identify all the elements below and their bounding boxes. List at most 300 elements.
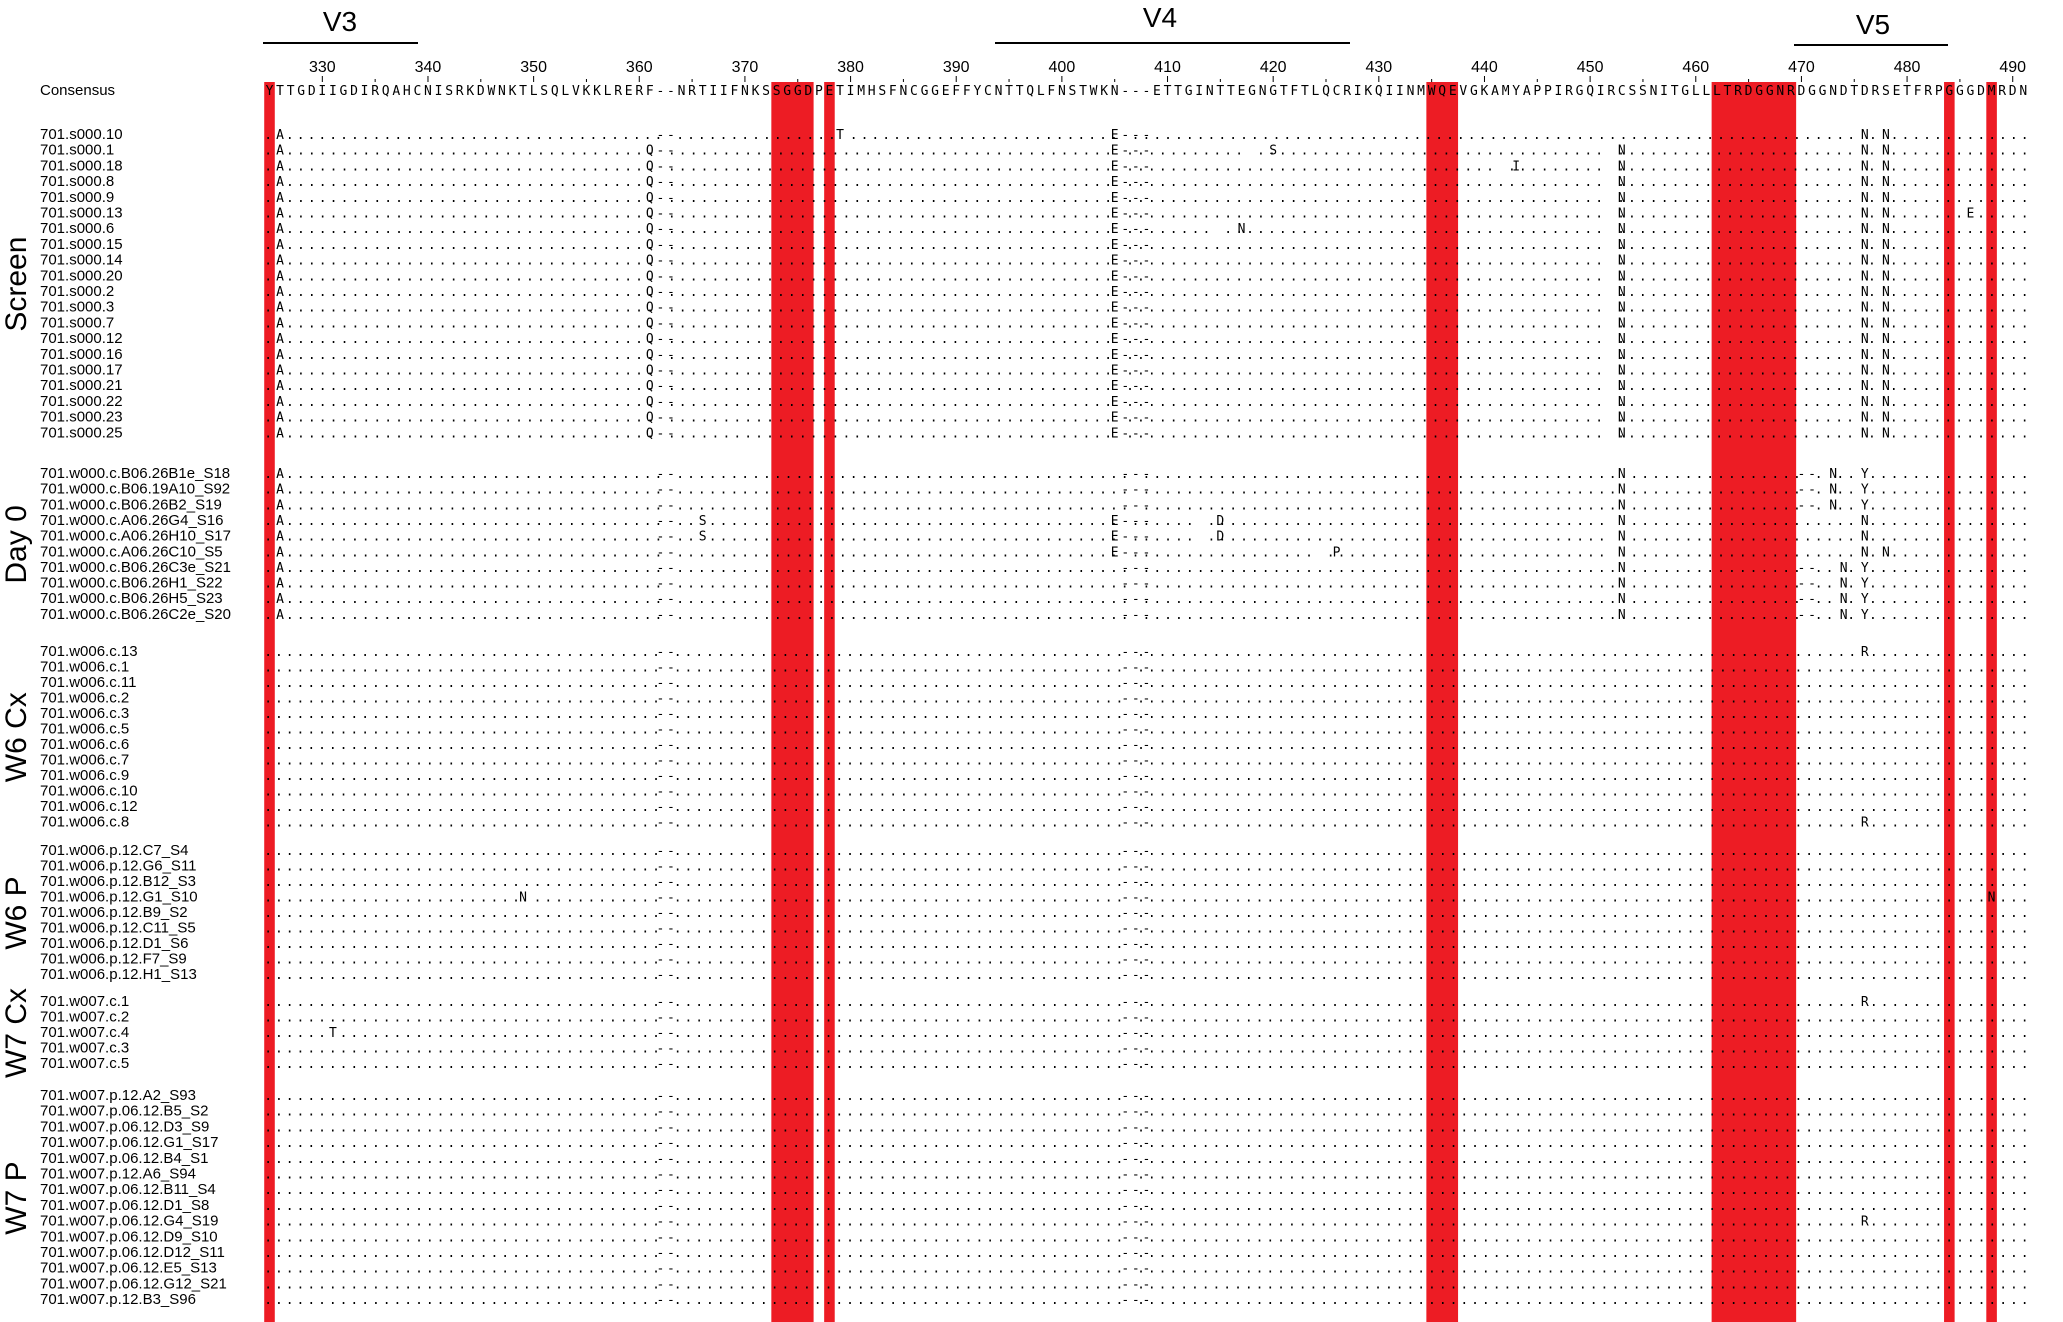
gap-residue: - [1131,769,1140,784]
substituted-residue: N [1882,316,1890,332]
gap-residue: - [1121,190,1130,206]
gap-residue: - [656,560,665,576]
gap-residue: - [1121,1230,1130,1246]
sequence-name: 701.w000.c.A06.26C10_S5 [40,543,223,561]
gap-residue: - [1131,498,1140,514]
gap-residue: - [667,560,675,576]
gap-residue: - [1121,676,1130,691]
alignment-row [40,798,2029,815]
gap-residue: - [656,467,665,482]
alignment-row [40,842,2029,859]
alignment-row [40,606,2029,623]
consensus-residue: T [1850,84,1859,99]
consensus-residue: I [318,84,327,99]
gap-residue: - [1142,815,1151,831]
sequence-name: 701.w000.c.B06.26B2_S19 [40,496,222,514]
gap-residue: - [667,1214,675,1230]
substituted-residue: A [276,363,284,379]
gap-residue: - [1131,1089,1140,1104]
ruler-label-350: 350 [520,59,547,76]
identity-dots: ..................................... .......................................... ................................................................................... [264,769,2029,784]
gap-residue: - [667,592,675,608]
alignment-row [40,528,2029,545]
gap-residue: - [1121,175,1130,191]
consensus-residue: G [339,84,348,99]
consensus-residue: R [1607,84,1616,99]
gap-residue: - [656,513,665,529]
gap-residue: - [1142,1057,1151,1072]
gap-residue: - [1121,143,1130,159]
consensus-residue: N [1406,84,1415,99]
gap-residue: - [1142,545,1151,561]
substituted-residue: Q [645,190,654,206]
alignment-row [40,1244,2029,1261]
gap-residue: - [667,545,675,561]
substituted-residue: N [1617,363,1626,379]
gap-residue: - [656,300,665,316]
substituted-residue: N [1860,128,1869,143]
sequence-name: 701.w007.p.06.12.B11_S4 [40,1181,216,1199]
substituted-residue: A [276,498,284,514]
consensus-residue: F [1290,84,1299,99]
gap-residue: - [1121,1041,1130,1057]
gap-residue: - [656,1214,665,1230]
consensus-residue: S [762,84,770,99]
substituted-residue: E [1110,128,1119,143]
gap-residue: - [1121,529,1130,545]
gap-residue: - [667,1183,675,1199]
consensus-residue: R [635,84,644,99]
gap-residue: - [1121,222,1130,238]
alignment-row [40,904,2029,921]
substituted-residue: Y [1860,467,1869,482]
sequence-name: 701.w000.c.A06.26H10_S17 [40,527,231,545]
gap-residue: - [1121,1151,1130,1167]
consensus-residue: G [1945,84,1954,99]
gap-residue: - [667,426,675,442]
gap-residue: - [1131,1041,1140,1057]
consensus-residue: K [1480,84,1489,99]
alignment-row [40,173,2029,190]
identity-dots: ..................................... .......................................... ................................................................................... [264,952,2029,968]
consensus-residue: M [1987,84,1996,99]
gap-residue: - [656,1057,665,1072]
sequence-name: 701.w006.c.11 [40,674,137,691]
consensus-residue: G [1818,84,1827,99]
gap-residue: - [656,815,665,831]
substituted-residue: N [1829,498,1838,514]
gap-residue: - [1121,607,1130,623]
consensus-residue: T [836,84,844,99]
gap-residue: - [1121,159,1130,175]
consensus-residue: M [1501,84,1510,99]
substituted-residue: N [1617,190,1626,206]
gap-residue: - [656,253,665,269]
alignment-row [40,736,2029,753]
sequence-name: 701.s000.12 [40,330,123,348]
consensus-residue: L [561,84,570,99]
gap-residue: - [1142,222,1151,238]
alignment-row [40,377,2029,394]
gap-residue: - [656,769,665,784]
identity-dots: . ................................... .. ...................................... ...... ..................................... ...................... ............... [264,513,2029,529]
substituted-residue: N [1860,545,1869,561]
alignment-row [40,236,2029,253]
gap-residue: - [656,890,665,906]
v5-region-label: V5 [1855,9,1891,40]
substituted-residue: Y [1860,607,1869,623]
gap-residue: - [667,1151,675,1167]
gap-residue: - [1131,1293,1140,1309]
gap-residue: - [1142,269,1151,285]
alignment-row [40,873,2029,890]
consensus-residue: C [910,84,918,99]
gap-residue: - [1142,921,1151,937]
gap-residue: - [1142,1041,1151,1057]
gap-residue: - [1121,467,1130,482]
identity-dots: ..................................... .......................................... ................................................................................... [264,1230,2029,1246]
substituted-residue: A [276,175,284,191]
gap-residue: - [667,738,675,753]
gap-residue: - [1142,379,1151,395]
gap-residue: - [1142,253,1151,269]
substituted-residue: N [1882,332,1890,348]
identity-dots: ..................................... .......................................... ................................................................................... [264,1246,2029,1261]
substituted-residue: Q [645,237,654,253]
gap-residue: - [1142,363,1151,379]
gap-residue: - [1121,1246,1130,1261]
consensus-residue: F [952,84,961,99]
consensus-residue: T [1903,84,1911,99]
consensus-residue: L [1311,84,1320,99]
gap-residue: - [1131,175,1140,191]
alignment-row [40,1024,2029,1041]
substituted-residue: N [1882,190,1890,206]
ruler-label-400: 400 [1048,59,1076,76]
gap-residue: - [656,222,665,238]
consensus-residue: I [846,84,855,99]
substituted-residue: A [276,592,284,608]
gap-residue: - [656,347,665,363]
consensus-residue: K [1100,84,1109,99]
gap-residue: - [1142,592,1151,608]
gap-residue: - [1121,1010,1130,1026]
consensus-residue: I [1385,84,1394,99]
gap-residue: - [1131,482,1140,498]
gap-residue: - [1121,952,1130,968]
consensus-residue: Q [550,84,559,99]
consensus-residue: F [730,84,739,99]
consensus-residue: Y [973,84,982,99]
gap-residue: - [1131,815,1140,831]
consensus-residue: E [1153,84,1161,99]
sequence-name: 701.w006.c.3 [40,705,130,722]
sequence-name: 701.w007.p.06.12.D3_S9 [40,1118,210,1136]
substituted-residue: N [1617,426,1626,442]
substituted-residue: Q [645,269,654,285]
gap-residue: - [656,394,665,410]
gap-residue: - [1131,300,1140,316]
gap-residue: - [1131,394,1140,410]
gap-residue: - [1131,426,1140,442]
gap-residue: - [667,316,675,332]
substituted-residue: Q [645,347,654,363]
consensus-residue: G [1269,84,1278,99]
gap-residue: - [1131,1010,1140,1026]
gap-residue: - [1131,237,1140,253]
substituted-residue: N [1882,143,1890,159]
substituted-residue: E [1110,190,1119,206]
sequence-name: 701.w006.p.12.B9_S2 [40,904,188,921]
identity-dots: . .................................. ......................................... ............................................ ...................... . ............. [264,175,2029,191]
gap-residue: - [1121,844,1130,859]
sequence-name: 701.w000.c.B06.19A10_S92 [40,480,231,498]
consensus-residue: F [962,84,971,99]
sequence-name: 701.w007.p.06.12.D12_S11 [40,1244,225,1261]
gap-residue: - [1142,769,1151,784]
alignment-row [40,1009,2029,1026]
ruler-label-390: 390 [942,59,970,76]
gap-residue: - [1142,1214,1151,1230]
sequence-name: 701.w007.c.2 [40,1008,130,1026]
sequence-name: 701.w000.c.B06.26H5_S23 [40,590,223,608]
substituted-residue: Q [645,300,654,316]
sequence-name: 701.s000.7 [40,314,115,332]
gap-residue: - [1121,379,1130,395]
consensus-residue: A [392,84,401,99]
gap-residue: - [1142,1230,1151,1246]
gap-residue: - [667,410,675,426]
gap-residue: - [1131,722,1140,738]
gap-residue: - [1121,1293,1130,1309]
identity-dots: ..................................... .......................................... ................................................................................... [264,1261,2029,1277]
consensus-residue: H [402,84,411,99]
gap-residue: - [1142,1261,1151,1277]
sequence-name: 701.s000.8 [40,173,115,191]
substituted-residue: N [1860,394,1869,410]
gap-residue: - [1142,1167,1151,1183]
gap-residue: - [667,722,675,738]
gap-residue: - [667,952,675,968]
gap-residue: - [1121,645,1130,660]
sequence-name: 701.w000.c.B06.26C2e_S20 [40,605,231,623]
consensus-residue: R [1343,84,1352,99]
gap-residue: - [1131,1261,1140,1277]
consensus-residue: R [1871,84,1880,99]
gap-residue: - [1142,529,1151,545]
substituted-residue: A [276,394,284,410]
gap-residue: - [1142,128,1151,143]
substituted-residue: N [1882,222,1890,238]
substituted-residue: Y [1860,560,1869,576]
substituted-residue: N [1829,467,1838,482]
gap-residue: - [656,800,665,815]
sequence-name: 701.w007.c.3 [40,1039,130,1057]
substituted-residue: N [1617,482,1626,498]
sequence-name: 701.w007.c.5 [40,1055,130,1072]
identity-dots: . ................................... .. ...................................... ...... ..................................... ...................... ............... [264,529,2029,545]
sequence-name: 701.s000.10 [40,126,123,143]
gap-residue: - [1142,844,1151,859]
consensus-residue: T [1216,84,1225,99]
alignment-row [40,951,2029,968]
gap-residue: - [1797,467,1806,482]
sequence-name: 701.w007.p.06.12.G1_S17 [40,1134,219,1152]
substituted-residue: E [1110,175,1119,191]
gap-residue: - [1121,800,1130,815]
gap-residue: - [1131,363,1140,379]
gap-residue: - [1131,995,1140,1010]
gap-residue: - [1121,1183,1130,1199]
gap-residue: - [656,952,665,968]
gap-residue: - [667,769,675,784]
gap-residue: - [1131,545,1140,561]
gap-residue: - [656,995,665,1010]
alignment-row [40,889,2029,906]
substituted-residue: N [1617,159,1626,175]
gap-residue: - [656,1183,665,1199]
substituted-residue: E [1110,513,1119,529]
substituted-residue: N [1882,545,1890,561]
gap-residue: - [1142,410,1151,426]
gap-residue: - [1131,1214,1140,1230]
gap-residue: - [1142,890,1151,906]
identity-dots: ..................................... .......................................... ................................................................................... [264,1277,2029,1293]
gap-residue: - [1131,676,1140,691]
alignment-row [40,393,2029,410]
gap-residue: - [1131,513,1140,529]
alignment-row [40,424,2029,441]
sequence-name: 701.s000.22 [40,392,123,410]
gap-residue: - [1142,190,1151,206]
alignment-row [40,346,2029,363]
gap-residue: - [656,738,665,753]
gap-residue: - [1121,316,1130,332]
substituted-residue: N [1860,285,1869,300]
substituted-residue: N [1882,300,1890,316]
substituted-residue: A [276,300,284,316]
alignment-row [40,590,2029,607]
gap-residue: - [667,1089,675,1104]
substituted-residue: N [1882,379,1890,395]
consensus-residue: C [1617,84,1626,99]
identity-dots: ..................................... .......................................... ................................................................................... [264,1167,2029,1183]
gap-residue: - [656,1026,665,1041]
substituted-residue: E [1110,222,1119,238]
gap-residue: - [1142,660,1151,676]
gap-residue: - [667,1261,675,1277]
gap-residue: - [1121,1198,1130,1214]
alignment-row [40,674,2029,691]
gap-residue: - [1131,844,1140,859]
substituted-residue: A [276,316,284,332]
gap-residue: - [1131,332,1140,348]
ruler-label-490: 490 [1999,59,2027,76]
alignment-row [40,920,2029,937]
identity-dots: ..................................... .......................................... ................................................................................... [264,660,2029,676]
consensus-residue: D [350,84,358,99]
substituted-residue: E [1110,300,1119,316]
consensus-residue: T [1079,84,1087,99]
substituted-residue: A [276,237,284,253]
identity-dots: ..................................... .......................................... ................................................................................... [264,1010,2029,1026]
gap-residue: - [656,545,665,561]
consensus-residue: T [1300,84,1309,99]
substituted-residue: N [1860,175,1869,191]
gap-residue: - [1142,645,1151,660]
identity-dots: ..................................... .......................................... ................................................................................... [264,906,2029,921]
gap-residue: - [1142,1010,1151,1026]
gap-residue: - [1131,1230,1140,1246]
substituted-residue: A [276,410,284,426]
gap-residue: - [1142,1089,1151,1104]
gap-residue: - [667,968,675,983]
consensus-residue: D [1977,84,1985,99]
consensus-residue: W [1089,84,1098,99]
substituted-residue: E [1110,410,1119,426]
substituted-residue: N [1987,890,1996,906]
substituted-residue: A [276,159,284,175]
gap-residue: - [667,159,675,175]
sequence-name: 701.w007.p.06.12.D1_S8 [40,1196,210,1214]
substituted-residue: N [1882,159,1890,175]
gap-residue: - [656,753,665,769]
sequence-name: 701.s000.6 [40,220,115,238]
substituted-residue: Q [645,285,654,300]
substituted-residue: N [1617,592,1626,608]
gap-residue: - [1131,347,1140,363]
gap-residue: - [656,1198,665,1214]
consensus-residue: A [1491,84,1499,99]
consensus-residue: - [1121,84,1130,99]
gap-residue: - [667,128,675,143]
alignment-rows [40,126,2029,1308]
gap-residue: - [1142,482,1151,498]
substituted-residue: E [1110,159,1119,175]
gap-residue: - [1131,968,1140,983]
gap-residue: - [1131,875,1140,890]
identity-dots: ..................................... .......................................... ................................................................................... [264,1293,2029,1309]
consensus-residue: D [476,84,485,99]
consensus-residue: D [1860,84,1869,99]
consensus-residue: F [645,84,654,99]
consensus-residue: N [1649,84,1658,99]
gap-residue: - [1142,1198,1151,1214]
ruler-label-440: 440 [1471,59,1498,76]
gap-residue: - [1142,722,1151,738]
alignment-row [40,1275,2029,1292]
identity-dots: ..................................... .......................................... ................................................................................... [264,859,2029,875]
alignment-row [40,142,2029,159]
substituted-residue: N [1882,128,1890,143]
consensus-residue: Q [1438,84,1447,99]
alignment-row [40,1197,2029,1214]
identity-dots: . .................................. ......................................... ............................................ ...................... . ............. [264,285,2029,300]
substituted-residue: N [519,890,527,906]
gap-residue: - [656,906,665,921]
identity-dots: ..................................... .......................................... ................................................................................... [264,1136,2029,1152]
substituted-residue: N [1860,410,1869,426]
gap-residue: - [656,859,665,875]
identity-dots: . .................................. ......................................... ............................................ ...................... . ............. [264,332,2029,348]
alignment-row [40,575,2029,592]
identity-dots: ..................................... .......................................... ................................................................................... [264,1151,2029,1167]
gap-residue: - [1121,1057,1130,1072]
gap-residue: - [667,1167,675,1183]
ruler-label-340: 340 [414,59,442,76]
substituted-residue: Q [645,143,654,159]
gap-residue: - [1142,1151,1151,1167]
